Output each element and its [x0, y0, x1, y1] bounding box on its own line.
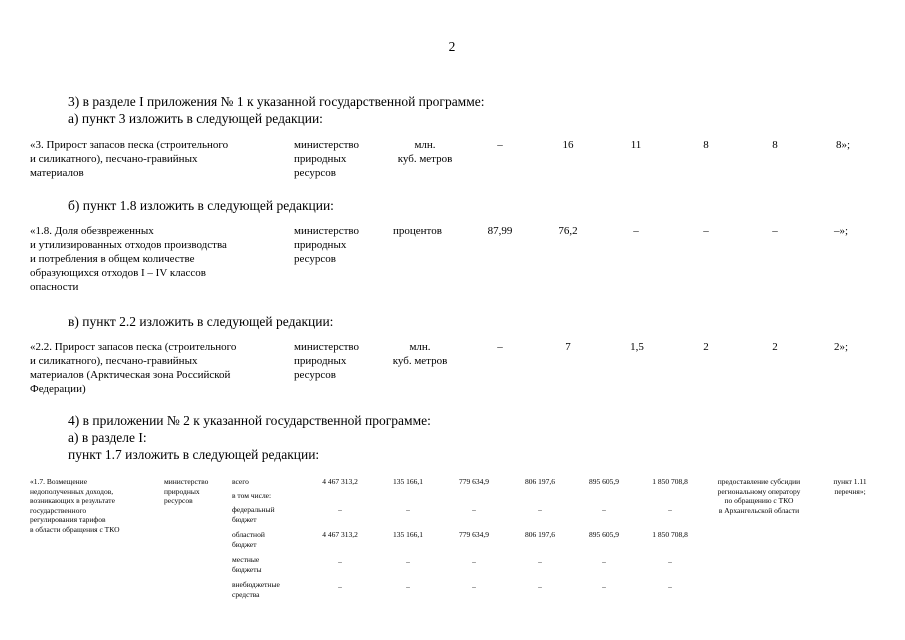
unit-line: млн.	[414, 139, 436, 151]
row-name-line: недополученных доходов,	[30, 486, 114, 496]
source-label: всего	[232, 477, 249, 486]
value-cell: 8	[703, 139, 709, 151]
result-line: по обращению с ТКО	[724, 496, 794, 505]
unit-cell: процентов	[393, 225, 442, 237]
result-line: региональному оператору	[717, 486, 801, 496]
value-cell: 8»;	[836, 139, 851, 151]
item-4a-heading: а) в разделе I:	[68, 430, 147, 445]
row-name-line: образующихся отходов I – IV классов	[30, 267, 207, 279]
value-cell: –	[406, 557, 410, 566]
row-name-line: регулирования тарифов	[30, 515, 106, 524]
value-cell: 2»;	[834, 341, 849, 353]
value-cell: 806 197,6	[525, 530, 555, 539]
value-cell: 135 166,1	[393, 530, 423, 539]
source-label: бюджеты	[232, 564, 262, 574]
value-cell: –	[338, 557, 342, 566]
unit-line: куб. метров	[397, 153, 453, 165]
result-line: в Архангельской области	[718, 505, 800, 515]
value-cell: –	[497, 139, 503, 151]
ministry-line: природных	[294, 153, 347, 165]
result-line: предоставление субсидии	[717, 477, 801, 486]
value-cell: –	[472, 505, 476, 514]
source-label: бюджет	[232, 514, 257, 524]
item-4a-sub-heading: пункт 1.7 изложить в следующей редакции:	[68, 447, 320, 462]
row-name-line: «1.7. Возмещение	[30, 477, 88, 486]
value-cell: 1,5	[630, 341, 644, 353]
value-cell: –	[703, 225, 709, 237]
source-label: местные	[232, 555, 260, 564]
row-name-line: «2.2. Прирост запасов песка (строительного	[30, 341, 237, 353]
value-cell: –	[497, 341, 503, 353]
ministry-line: ресурсов	[294, 167, 336, 179]
row-name-line: и потребления в общем количестве	[30, 253, 195, 265]
source-label: в том числе:	[232, 491, 272, 500]
value-cell: –	[602, 557, 606, 566]
item-3-heading: 3) в разделе I приложения № 1 к указанной государственной программе:	[68, 94, 485, 109]
ministry-line: природных	[294, 239, 347, 251]
ministry-line: ресурсов	[294, 253, 336, 265]
ministry-line: министерство	[294, 341, 360, 353]
value-cell: 1 850 708,8	[652, 477, 688, 486]
row-name-line: государственного	[30, 505, 87, 515]
value-cell: 2	[703, 341, 709, 353]
item-4-heading: 4) в приложении № 2 к указанной государственной программе:	[68, 413, 431, 428]
ministry-line: министерство	[294, 225, 360, 237]
value-cell: –	[538, 557, 542, 566]
value-cell: 11	[630, 139, 642, 151]
value-cell: –	[668, 505, 672, 514]
value-cell: –	[338, 582, 342, 591]
source-label: федеральный	[232, 505, 275, 514]
source-label: внебюджетные	[232, 580, 280, 589]
value-cell: 16	[562, 139, 574, 151]
ministry-line: ресурсов	[164, 496, 193, 505]
ref-line: перечня»;	[834, 486, 866, 496]
value-cell: –	[772, 225, 778, 237]
row-name-line: материалов (Арктическая зона Российской	[30, 369, 231, 381]
value-cell: –	[668, 582, 672, 591]
value-cell: 7	[565, 341, 571, 353]
row-name-line: «3. Прирост запасов песка (строительного	[30, 139, 229, 151]
value-cell: 779 634,9	[459, 477, 489, 486]
value-cell: 8	[772, 139, 778, 151]
value-cell: –	[602, 582, 606, 591]
value-cell: –	[633, 225, 639, 237]
value-cell: –	[472, 582, 476, 591]
value-cell: –	[406, 582, 410, 591]
value-cell: –	[602, 505, 606, 514]
value-cell: –	[406, 505, 410, 514]
value-cell: 1 850 708,8	[652, 530, 688, 539]
unit-line: куб. метров	[392, 355, 448, 367]
value-cell: –	[538, 505, 542, 514]
value-cell: –	[338, 505, 342, 514]
ministry-line: министерство	[164, 477, 209, 486]
item-3b-heading: б) пункт 1.8 изложить в следующей редакции:	[68, 198, 334, 213]
item-3c-heading: в) пункт 2.2 изложить в следующей редакции:	[68, 314, 334, 329]
unit-line: млн.	[409, 341, 431, 353]
value-cell: 135 166,1	[393, 477, 423, 486]
row-name-line: Федерации)	[30, 383, 86, 395]
row-name-line: возникающих в результате	[30, 496, 115, 505]
value-cell: –»;	[834, 225, 849, 237]
row-name-line: и утилизированных отходов производства	[30, 239, 227, 251]
value-cell: 2	[772, 341, 778, 353]
ref-line: пункт 1.11	[833, 477, 867, 486]
value-cell: –	[538, 582, 542, 591]
ministry-line: природных	[294, 355, 347, 367]
value-cell: 76,2	[558, 225, 578, 237]
value-cell: –	[668, 557, 672, 566]
value-cell: 4 467 313,2	[322, 477, 358, 486]
row-name-line: «1.8. Доля обезвреженных	[30, 225, 154, 237]
value-cell: –	[472, 557, 476, 566]
source-label: средства	[232, 589, 260, 599]
source-label: областной	[232, 530, 265, 539]
row-name-line: в области обращения с ТКО	[30, 524, 120, 534]
page-number: 2	[448, 39, 456, 54]
row-name-line: и силикатного), песчано-гравийных	[30, 355, 198, 367]
row-name-line: материалов	[30, 167, 84, 179]
value-cell: 779 634,9	[459, 530, 489, 539]
ministry-line: ресурсов	[294, 369, 336, 381]
ministry-line: природных	[164, 486, 200, 496]
value-cell: 895 605,9	[589, 477, 619, 486]
item-3a-heading: а) пункт 3 изложить в следующей редакции:	[68, 111, 323, 126]
value-cell: 87,99	[487, 225, 513, 237]
value-cell: 895 605,9	[589, 530, 619, 539]
ministry-line: министерство	[294, 139, 360, 151]
row-name-line: и силикатного), песчано-гравийных	[30, 153, 198, 165]
source-label: бюджет	[232, 539, 257, 549]
value-cell: 806 197,6	[525, 477, 555, 486]
row-name-line: опасности	[30, 281, 79, 293]
value-cell: 4 467 313,2	[322, 530, 358, 539]
